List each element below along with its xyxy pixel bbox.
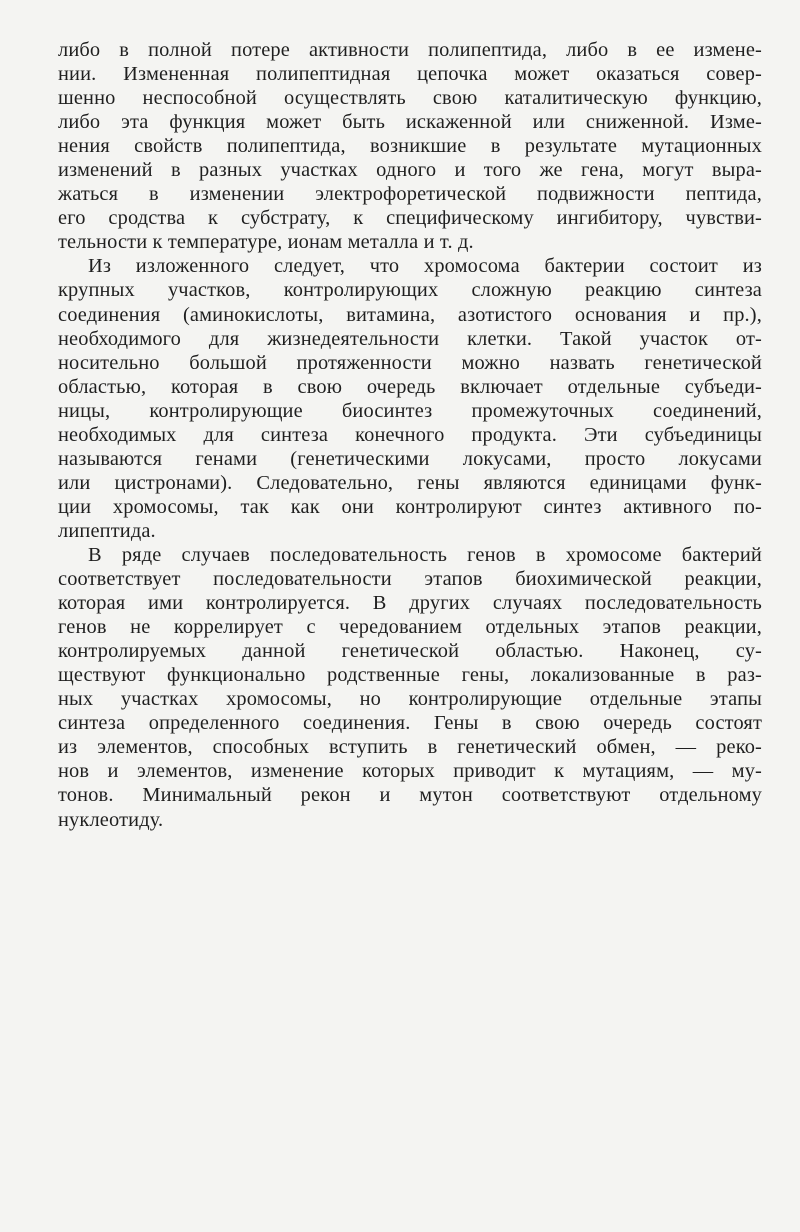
- text-line: изменений в разных участках одного и того же гена, могут выра-: [58, 159, 762, 182]
- text-line: необходимого для жизнедеятельности клетки. Такой участок от-: [58, 327, 762, 350]
- text-line: ницы, контролирующие биосинтез промежуточных соединений,: [58, 399, 762, 422]
- text-line: нения свойств полипептида, возникшие в результате мутационных: [58, 135, 762, 158]
- text-line: синтеза определенного соединения. Гены в свою очередь состоят: [58, 712, 762, 735]
- text-line: областью, которая в свою очередь включает отдельные субъеди-: [58, 375, 762, 398]
- text-line: тельности к температуре, ионам металла и т. д.: [58, 231, 474, 254]
- text-line: В ряде случаев последовательность генов в хромосоме бактерий: [88, 543, 762, 566]
- text-line: нуклеотиду.: [58, 808, 164, 831]
- text-line: необходимых для синтеза конечного продукта. Эти субъединицы: [58, 423, 762, 446]
- body-text: [58, 38, 762, 832]
- text-line: соединения (аминокислоты, витамина, азотистого основания и пр.),: [58, 303, 762, 326]
- text-line: контролируемых данной генетической областью. Наконец, су-: [58, 640, 762, 663]
- text-line: липептида.: [58, 519, 156, 542]
- text-line: Из изложенного следует, что хромосома бактерии состоит из: [88, 255, 762, 278]
- text-line: ществуют функционально родственные гены, локализованные в раз-: [58, 664, 762, 687]
- text-line: ции хромосомы, так как они контролируют синтез активного по-: [58, 495, 762, 518]
- text-line: тонов. Минимальный рекон и мутон соответствуют отдельному: [58, 784, 762, 807]
- text-line: или цистронами). Следовательно, гены являются единицами функ-: [58, 471, 762, 494]
- text-line: называются генами (генетическими локусами, просто локусами: [58, 447, 762, 470]
- text-line: крупных участков, контролирующих сложную реакцию синтеза: [58, 279, 762, 302]
- paragraph: [58, 38, 762, 254]
- text-line: нов и элементов, изменение которых приводит к мутациям, — му-: [58, 760, 762, 783]
- paragraph: [58, 543, 762, 832]
- text-line: генов не коррелирует с чередованием отдельных этапов реакции,: [58, 616, 762, 639]
- text-line: его сродства к субстрату, к специфическому ингибитору, чувстви-: [58, 207, 762, 230]
- text-line: либо эта функция может быть искаженной или сниженной. Изме-: [58, 111, 762, 134]
- text-line: носительно большой протяженности можно назвать генетической: [58, 351, 762, 374]
- text-line: шенно неспособной осуществлять свою каталитическую функцию,: [58, 87, 762, 110]
- text-line: либо в полной потере активности полипептида, либо в ее измене-: [58, 39, 762, 61]
- text-line: нии. Измененная полипептидная цепочка может оказаться совер-: [58, 63, 762, 86]
- paragraph: [58, 254, 762, 543]
- text-line: из элементов, способных вступить в генетический обмен, — реко-: [58, 736, 762, 759]
- text-line: жаться в изменении электрофоретической подвижности пептида,: [58, 183, 762, 206]
- text-line: соответствует последовательности этапов биохимической реакции,: [58, 568, 762, 591]
- text-line: ных участках хромосомы, но контролирующие отдельные этапы: [58, 688, 762, 711]
- text-line: которая ими контролируется. В других случаях последовательность: [58, 592, 762, 615]
